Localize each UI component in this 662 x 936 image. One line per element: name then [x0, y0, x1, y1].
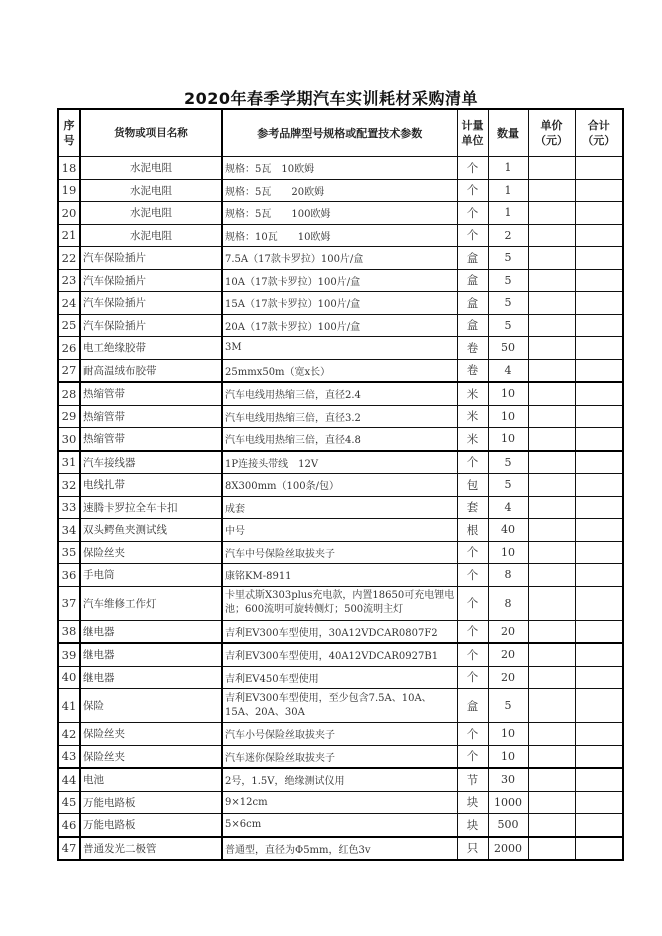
cell-unit: 根: [457, 519, 488, 542]
cell-unit-price: [528, 428, 575, 451]
page-title: 2020年春季学期汽车实训耗材采购清单: [183, 89, 479, 108]
cell-seq: 42: [58, 723, 80, 746]
cell-name: 汽车保险插片: [80, 247, 222, 270]
cell-total: [575, 723, 623, 746]
header-unit: 计量单位: [457, 109, 488, 157]
cell-total: [575, 519, 623, 542]
cell-seq: 35: [58, 541, 80, 564]
table-row: [58, 496, 623, 519]
cell-seq: 43: [58, 745, 80, 768]
cell-unit-price: [528, 837, 575, 861]
cell-seq: 25: [58, 314, 80, 337]
cell-unit-price: [528, 157, 575, 180]
cell-unit: 个: [457, 745, 488, 768]
table-row: [58, 689, 623, 723]
cell-unit-price: [528, 745, 575, 768]
table-header-row: [58, 109, 623, 157]
cell-spec: 7.5A（17款卡罗拉）100片/盒: [222, 247, 457, 270]
cell-seq: 26: [58, 337, 80, 360]
header-name: 货物或项目名称: [80, 109, 222, 157]
cell-unit-price: [528, 541, 575, 564]
cell-name: 普通发光二极管: [80, 837, 222, 861]
cell-name: 水泥电阻: [80, 202, 222, 225]
cell-total: [575, 405, 623, 428]
cell-unit: 个: [457, 157, 488, 180]
cell-total: [575, 179, 623, 202]
cell-seq: 30: [58, 428, 80, 451]
cell-unit: 包: [457, 474, 488, 497]
cell-unit-price: [528, 474, 575, 497]
table-row: [58, 224, 623, 247]
cell-qty: 1: [488, 202, 528, 225]
cell-qty: 5: [488, 474, 528, 497]
cell-unit-price: [528, 202, 575, 225]
table-row: [58, 541, 623, 564]
cell-seq: 18: [58, 157, 80, 180]
cell-unit-price: [528, 359, 575, 382]
cell-name: 汽车维修工作灯: [80, 586, 222, 620]
cell-name: 水泥电阻: [80, 179, 222, 202]
table-row: [58, 791, 623, 814]
cell-unit: 盒: [457, 314, 488, 337]
cell-spec: 汽车电线用热缩三倍，直径3.2: [222, 405, 457, 428]
cell-name: 手电筒: [80, 564, 222, 587]
cell-total: [575, 837, 623, 861]
cell-spec: 10A（17款卡罗拉）100片/盒: [222, 269, 457, 292]
cell-unit: 盒: [457, 269, 488, 292]
cell-unit-price: [528, 224, 575, 247]
table-row: [58, 157, 623, 180]
cell-total: [575, 428, 623, 451]
cell-name: 保险丝夹: [80, 745, 222, 768]
cell-seq: 20: [58, 202, 80, 225]
cell-unit: 个: [457, 179, 488, 202]
cell-seq: 45: [58, 791, 80, 814]
cell-seq: 37: [58, 586, 80, 620]
table-row: [58, 768, 623, 791]
cell-unit: 个: [457, 643, 488, 666]
table-row: [58, 247, 623, 270]
cell-unit: 套: [457, 496, 488, 519]
table-row: [58, 474, 623, 497]
cell-spec: 2号，1.5V，绝缘测试仪用: [222, 768, 457, 791]
cell-total: [575, 541, 623, 564]
cell-unit: 米: [457, 428, 488, 451]
cell-qty: 1: [488, 179, 528, 202]
cell-qty: 5: [488, 292, 528, 315]
cell-seq: 23: [58, 269, 80, 292]
cell-unit-price: [528, 382, 575, 405]
cell-unit-price: [528, 643, 575, 666]
cell-total: [575, 474, 623, 497]
cell-total: [575, 620, 623, 643]
cell-qty: 8: [488, 586, 528, 620]
table-row: [58, 202, 623, 225]
cell-qty: 50: [488, 337, 528, 360]
cell-spec: 普通型，直径为Φ5mm，红色3v: [222, 837, 457, 861]
cell-name: 水泥电阻: [80, 157, 222, 180]
cell-name: 继电器: [80, 643, 222, 666]
cell-qty: 20: [488, 643, 528, 666]
cell-spec: 15A（17款卡罗拉）100片/盒: [222, 292, 457, 315]
table-row: [58, 620, 623, 643]
cell-qty: 10: [488, 723, 528, 746]
cell-unit-price: [528, 314, 575, 337]
cell-spec: 吉利EV450车型使用: [222, 666, 457, 689]
cell-spec: 5×6cm: [222, 814, 457, 837]
cell-qty: 5: [488, 314, 528, 337]
cell-total: [575, 643, 623, 666]
cell-qty: 20: [488, 620, 528, 643]
cell-total: [575, 382, 623, 405]
cell-unit-price: [528, 247, 575, 270]
header-spec: 参考品牌型号规格或配置技术参数: [222, 109, 457, 157]
cell-qty: 10: [488, 405, 528, 428]
cell-seq: 41: [58, 689, 80, 723]
cell-qty: 5: [488, 269, 528, 292]
cell-seq: 27: [58, 359, 80, 382]
cell-name: 保险丝夹: [80, 541, 222, 564]
cell-seq: 36: [58, 564, 80, 587]
cell-seq: 39: [58, 643, 80, 666]
cell-total: [575, 451, 623, 474]
table-row: [58, 337, 623, 360]
cell-name: 万能电路板: [80, 814, 222, 837]
cell-qty: 1000: [488, 791, 528, 814]
cell-name: 万能电路板: [80, 791, 222, 814]
table-row: [58, 428, 623, 451]
cell-unit-price: [528, 586, 575, 620]
cell-spec: 汽车电线用热缩三倍，直径4.8: [222, 428, 457, 451]
cell-qty: 4: [488, 496, 528, 519]
header-unit-price: 单价（元）: [528, 109, 575, 157]
cell-unit-price: [528, 496, 575, 519]
cell-unit-price: [528, 269, 575, 292]
cell-name: 双头鳄鱼夹测试线: [80, 519, 222, 542]
cell-name: 速腾卡罗拉全车卡扣: [80, 496, 222, 519]
table-row: [58, 405, 623, 428]
cell-seq: 19: [58, 179, 80, 202]
cell-qty: 10: [488, 382, 528, 405]
cell-seq: 22: [58, 247, 80, 270]
cell-unit-price: [528, 337, 575, 360]
table-row: [58, 564, 623, 587]
cell-spec: 吉利EV300车型使用，至少包含7.5A、10A、15A、20A、30A: [222, 689, 457, 723]
cell-total: [575, 292, 623, 315]
cell-spec: 中号: [222, 519, 457, 542]
cell-unit: 米: [457, 405, 488, 428]
cell-spec: 1P连接头带线 12V: [222, 451, 457, 474]
cell-total: [575, 247, 623, 270]
cell-name: 电线扎带: [80, 474, 222, 497]
cell-unit-price: [528, 666, 575, 689]
cell-total: [575, 586, 623, 620]
cell-unit: 卷: [457, 337, 488, 360]
cell-spec: 汽车电线用热缩三倍，直径2.4: [222, 382, 457, 405]
cell-spec: 汽车中号保险丝取拔夹子: [222, 541, 457, 564]
cell-seq: 31: [58, 451, 80, 474]
cell-spec: 康铭KM-8911: [222, 564, 457, 587]
cell-seq: 24: [58, 292, 80, 315]
cell-name: 汽车接线器: [80, 451, 222, 474]
cell-spec: 吉利EV300车型使用，30A12VDCAR0807F2: [222, 620, 457, 643]
cell-unit: 个: [457, 541, 488, 564]
cell-qty: 30: [488, 768, 528, 791]
cell-spec: 规格：5瓦 20欧姆: [222, 179, 457, 202]
cell-unit-price: [528, 814, 575, 837]
cell-unit: 个: [457, 564, 488, 587]
cell-unit: 只: [457, 837, 488, 861]
cell-spec: 规格：5瓦 10欧姆: [222, 157, 457, 180]
cell-name: 继电器: [80, 620, 222, 643]
cell-total: [575, 496, 623, 519]
cell-name: 继电器: [80, 666, 222, 689]
cell-unit: 个: [457, 723, 488, 746]
cell-total: [575, 814, 623, 837]
cell-unit: 个: [457, 202, 488, 225]
cell-name: 汽车保险插片: [80, 292, 222, 315]
cell-seq: 32: [58, 474, 80, 497]
cell-name: 耐高温绒布胶带: [80, 359, 222, 382]
cell-unit: 个: [457, 586, 488, 620]
cell-qty: 5: [488, 247, 528, 270]
cell-seq: 47: [58, 837, 80, 861]
cell-unit: 盒: [457, 689, 488, 723]
cell-qty: 2000: [488, 837, 528, 861]
cell-name: 汽车保险插片: [80, 314, 222, 337]
header-total: 合计（元）: [575, 109, 623, 157]
cell-name: 热缩管带: [80, 428, 222, 451]
cell-unit-price: [528, 620, 575, 643]
table-row: [58, 314, 623, 337]
cell-spec: 3M: [222, 337, 457, 360]
cell-qty: 10: [488, 541, 528, 564]
cell-qty: 10: [488, 428, 528, 451]
cell-spec: 吉利EV300车型使用，40A12VDCAR0927B1: [222, 643, 457, 666]
cell-spec: 25mmx50m（宽x长）: [222, 359, 457, 382]
cell-qty: 10: [488, 745, 528, 768]
cell-spec: 卡里忒斯X303plus充电款，内置18650可充电锂电池；600流明可旋转侧灯；500流明主灯: [222, 586, 457, 620]
cell-total: [575, 157, 623, 180]
cell-unit-price: [528, 179, 575, 202]
cell-spec: 汽车小号保险丝取拔夹子: [222, 723, 457, 746]
cell-qty: 5: [488, 451, 528, 474]
table-row: [58, 519, 623, 542]
table-row: [58, 643, 623, 666]
cell-seq: 40: [58, 666, 80, 689]
cell-unit-price: [528, 723, 575, 746]
cell-unit: 块: [457, 791, 488, 814]
cell-total: [575, 337, 623, 360]
cell-qty: 1: [488, 157, 528, 180]
cell-name: 水泥电阻: [80, 224, 222, 247]
table-row: [58, 382, 623, 405]
table-row: [58, 745, 623, 768]
cell-total: [575, 224, 623, 247]
cell-qty: 5: [488, 689, 528, 723]
cell-qty: 500: [488, 814, 528, 837]
cell-seq: 34: [58, 519, 80, 542]
cell-total: [575, 564, 623, 587]
cell-qty: 20: [488, 666, 528, 689]
cell-seq: 38: [58, 620, 80, 643]
cell-seq: 33: [58, 496, 80, 519]
procurement-table: [57, 108, 624, 861]
table-row: [58, 179, 623, 202]
cell-total: [575, 666, 623, 689]
cell-name: 保险: [80, 689, 222, 723]
table-row: [58, 666, 623, 689]
cell-unit: 块: [457, 814, 488, 837]
cell-spec: 成套: [222, 496, 457, 519]
cell-spec: 汽车迷你保险丝取拔夹子: [222, 745, 457, 768]
cell-seq: 44: [58, 768, 80, 791]
table-row: [58, 292, 623, 315]
cell-seq: 29: [58, 405, 80, 428]
cell-name: 汽车保险插片: [80, 269, 222, 292]
cell-spec: 8X300mm（100条/包）: [222, 474, 457, 497]
cell-total: [575, 745, 623, 768]
cell-unit-price: [528, 791, 575, 814]
cell-unit: 米: [457, 382, 488, 405]
cell-unit: 个: [457, 620, 488, 643]
cell-unit: 个: [457, 451, 488, 474]
cell-name: 热缩管带: [80, 382, 222, 405]
cell-name: 热缩管带: [80, 405, 222, 428]
cell-unit-price: [528, 768, 575, 791]
table-row: [58, 837, 623, 861]
cell-qty: 4: [488, 359, 528, 382]
cell-unit-price: [528, 405, 575, 428]
cell-name: 保险丝夹: [80, 723, 222, 746]
cell-unit: 个: [457, 666, 488, 689]
table-row: [58, 814, 623, 837]
cell-spec: 规格：10瓦 10欧姆: [222, 224, 457, 247]
cell-seq: 21: [58, 224, 80, 247]
table-row: [58, 269, 623, 292]
cell-unit: 个: [457, 224, 488, 247]
cell-spec: 规格：5瓦 100欧姆: [222, 202, 457, 225]
cell-spec: 20A（17款卡罗拉）100片/盒: [222, 314, 457, 337]
cell-unit: 盒: [457, 292, 488, 315]
cell-unit-price: [528, 689, 575, 723]
table-row: [58, 586, 623, 620]
cell-name: 电池: [80, 768, 222, 791]
cell-unit: 节: [457, 768, 488, 791]
cell-unit-price: [528, 292, 575, 315]
cell-qty: 2: [488, 224, 528, 247]
table-row: [58, 359, 623, 382]
table-row: [58, 723, 623, 746]
cell-total: [575, 768, 623, 791]
cell-seq: 28: [58, 382, 80, 405]
cell-total: [575, 202, 623, 225]
cell-unit: 盒: [457, 247, 488, 270]
cell-total: [575, 791, 623, 814]
cell-unit: 卷: [457, 359, 488, 382]
cell-spec: 9×12cm: [222, 791, 457, 814]
cell-name: 电工绝缘胶带: [80, 337, 222, 360]
cell-unit-price: [528, 564, 575, 587]
cell-qty: 40: [488, 519, 528, 542]
cell-total: [575, 269, 623, 292]
header-seq: 序号: [58, 109, 80, 157]
header-qty: 数量: [488, 109, 528, 157]
cell-total: [575, 689, 623, 723]
table-row: [58, 451, 623, 474]
cell-total: [575, 314, 623, 337]
cell-total: [575, 359, 623, 382]
cell-qty: 8: [488, 564, 528, 587]
cell-seq: 46: [58, 814, 80, 837]
cell-unit-price: [528, 451, 575, 474]
cell-unit-price: [528, 519, 575, 542]
